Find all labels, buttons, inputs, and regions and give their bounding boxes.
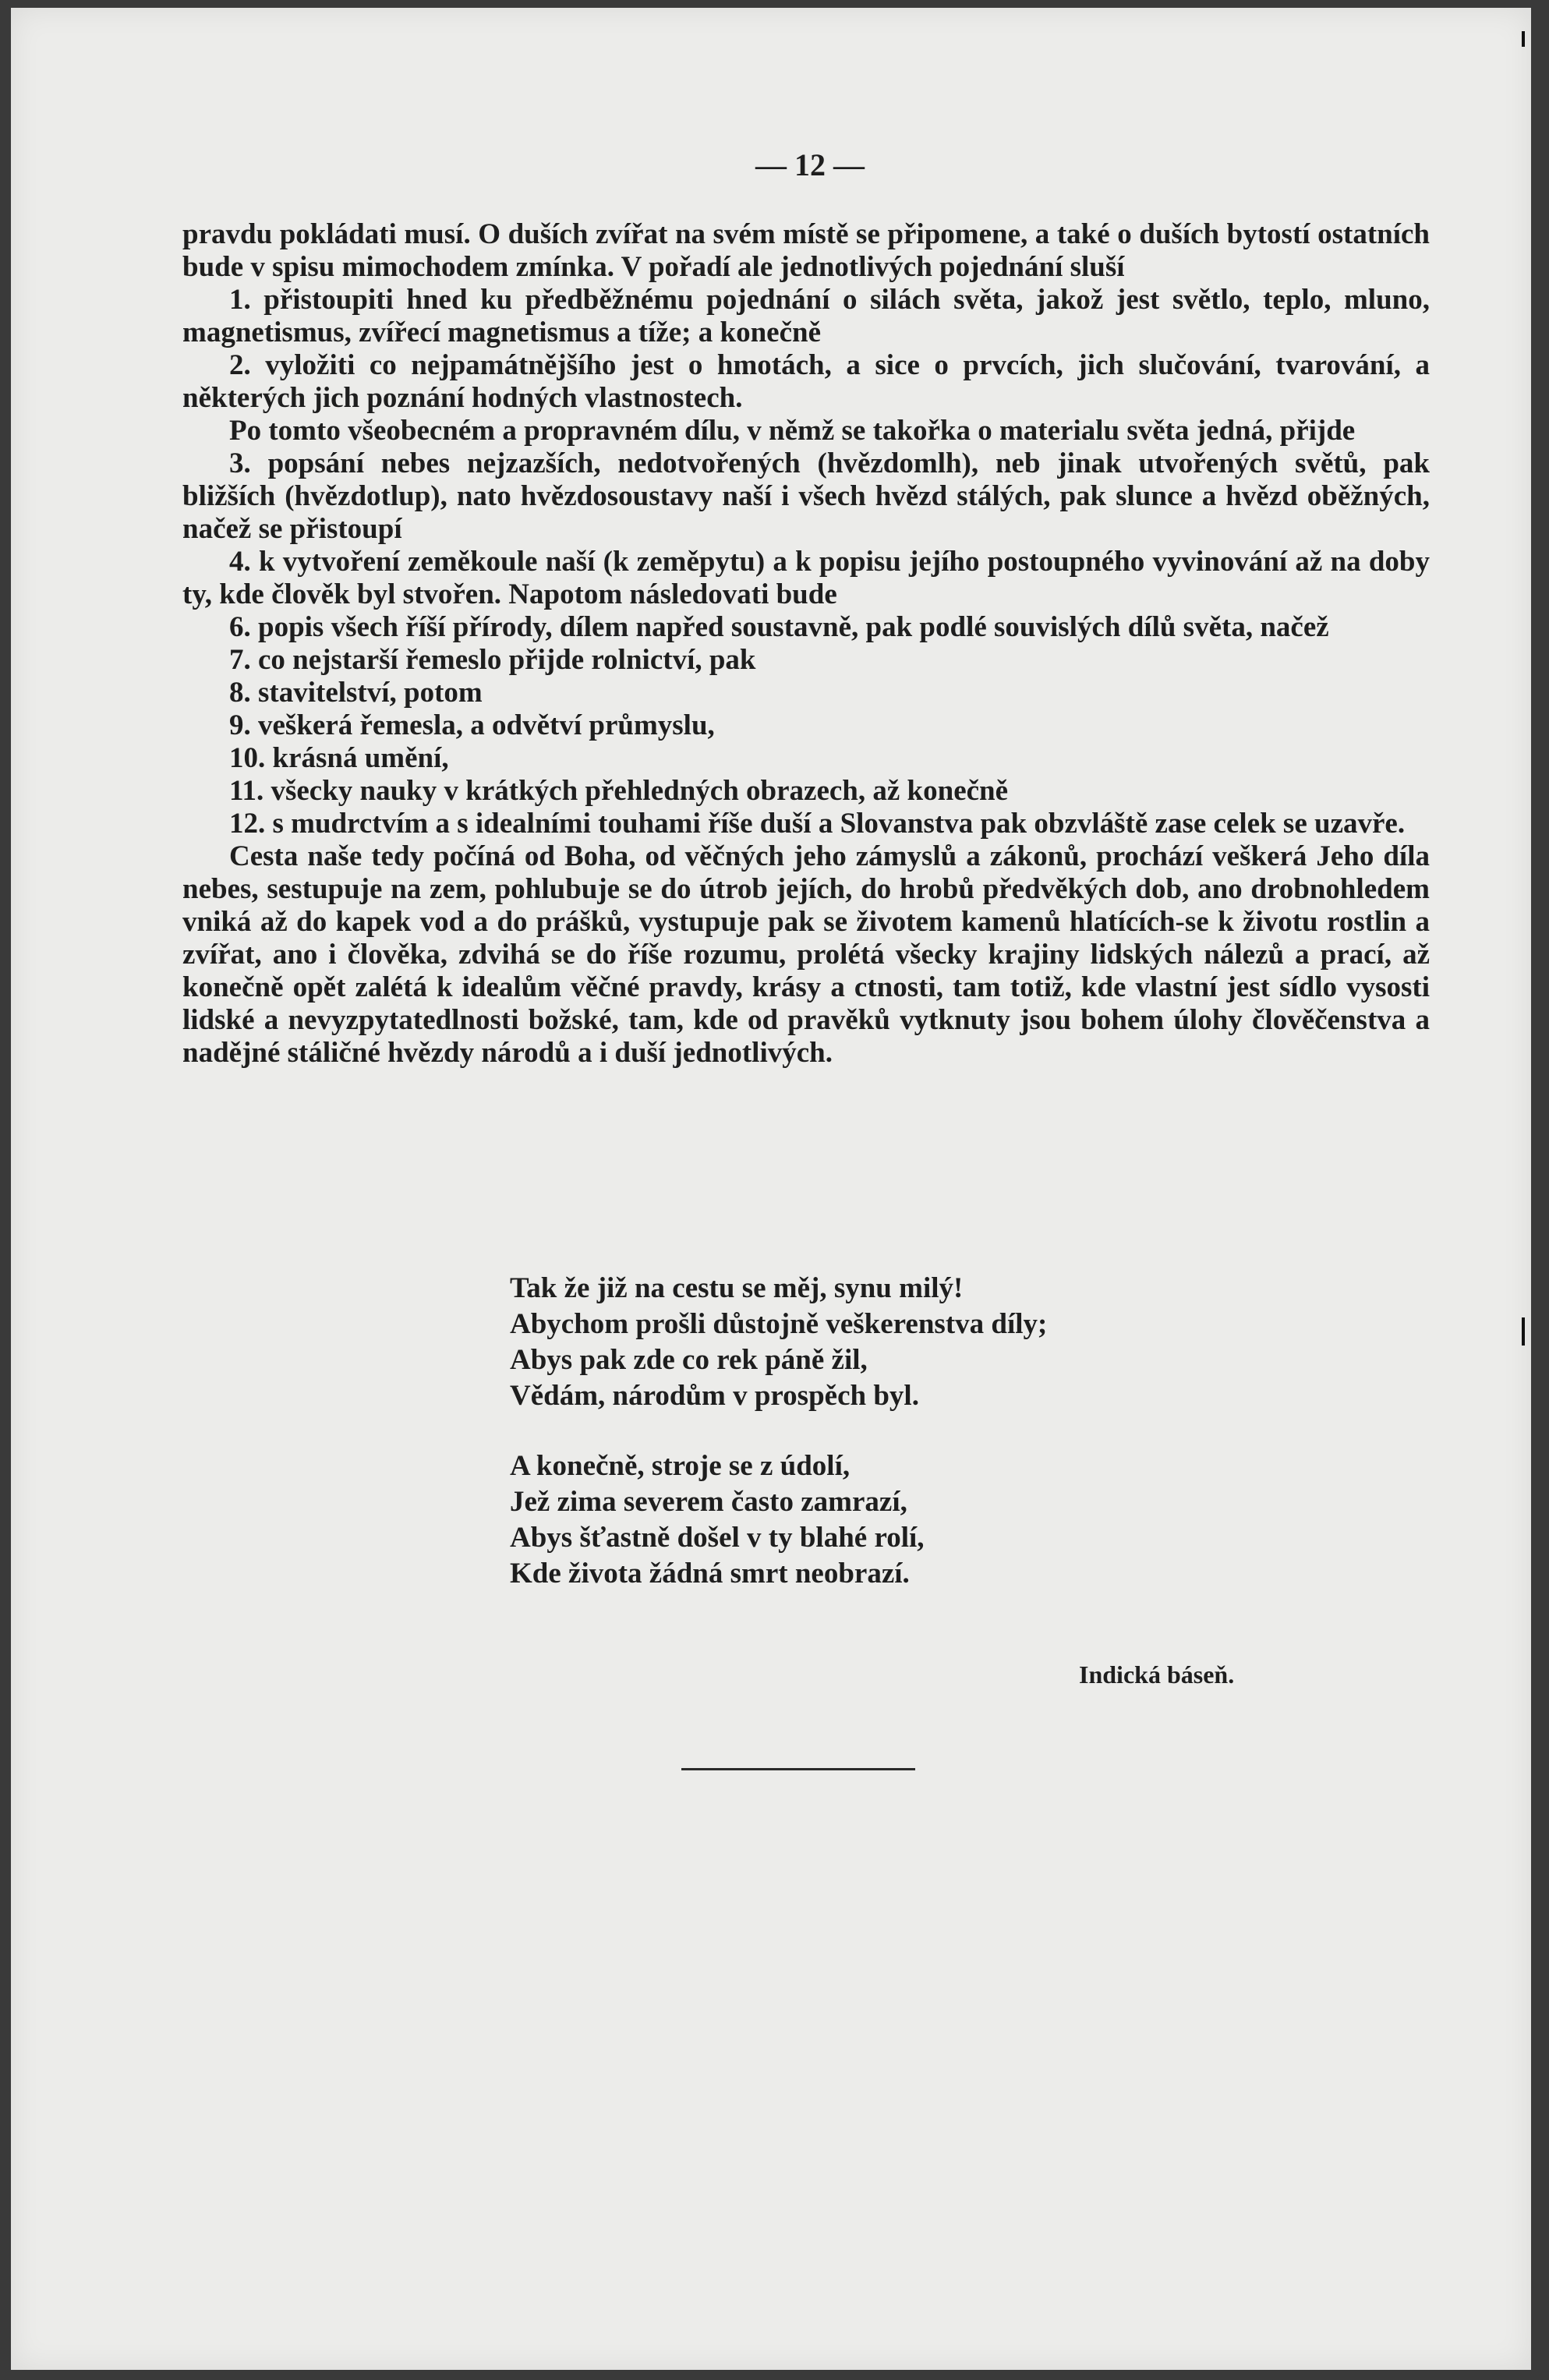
list-item: 12. s mudrctvím a s idealními touhami říše duší a Slovanstva pak obzvláště zase celek se uzavře.: [229, 808, 1406, 840]
closing-paragraph: Cesta naše tedy počíná od Boha, od věčných jeho zámyslů a zákonů, prochází veškerá Jeho díla nebes, sestupuje na zem, pohlubuje se do útrob jejích, do hrobů předvěkých dob, ano drobnohledem vniká až do kapek vod a do prášků, vystupuje pak se životem kamenů hlatících-se k životu rostlin a zvířat, ano i člověka, zdvihá se do říše rozumu, prolétá všecky krajiny lidských nálezů a prací, až konečně opět zalétá k idealům věčné pravdy, krásy a ctnosti, tam totiž, kde vlastní jest sídlo vysosti lidské a nevyzpytatedlnosti božské, tam, kde od pravěků vytknuty jsou bohem úlohy člověčenstva a nadějné stáličné hvězdy národů a i duší jednotlivých.: [182, 840, 1430, 1069]
prose-body: [182, 218, 1430, 1070]
poem-verse: Jež zima severem často zamrazí,: [510, 1486, 907, 1518]
poem-verse: Tak že již na cestu se měj, synu milý!: [510, 1272, 964, 1304]
poem-attribution: Indická báseň.: [1079, 1660, 1235, 1689]
poem-verse: Kde života žádná smrt neobrazí.: [510, 1558, 910, 1590]
poem-verse: A konečně, stroje se z údolí,: [510, 1450, 851, 1482]
opening-paragraph: pravdu pokládati musí. O duších zvířat na svém místě se připomene, a také o duších bytostí ostatních bude v spisu mimochodem zmínka. V pořadí ale jednotlivých pojednání sluší: [182, 218, 1430, 283]
list-item: 1. přistoupiti hned ku předběžnému pojednání o silách světa, jakož jest světlo, teplo, mluno, magnetismus, zvířecí magnetismus a tíže; a konečně: [182, 284, 1430, 348]
poem-stanza-2: [510, 1448, 1211, 1592]
list-item: 10. krásná umění,: [229, 742, 449, 774]
scan-edge-mark: [1522, 1317, 1525, 1346]
poem-stanza-1: [510, 1271, 1211, 1414]
list-item: Po tomto všeobecném a propravném dílu, v němž se takořka o materialu světa jedná, přijde: [229, 415, 1356, 447]
poem-verse: Abys pak zde co rek páně žil,: [510, 1344, 868, 1376]
list-item: 9. veškerá řemesla, a odvětví průmyslu,: [229, 709, 715, 741]
poem: [510, 1271, 1211, 1626]
section-divider: [681, 1768, 915, 1770]
document-page: [11, 8, 1531, 2370]
list-item: 4. k vytvoření zeměkoule naší (k zeměpytu) a k popisu jejího postoupného vyvinování až na doby ty, kde člověk byl stvořen. Napotom následovati bude: [182, 546, 1430, 610]
list-item: 7. co nejstarší řemeslo přijde rolnictví, pak: [229, 644, 756, 676]
list-item: 6. popis všech říší přírody, dílem napřed soustavně, pak podlé souvislých dílů světa, načež: [229, 611, 1329, 643]
list-item: 2. vyložiti co nejpamátnějšího jest o hmotách, a sice o prvcích, jich slučování, tvarování, a některých jich poznání hodných vlastnostech.: [182, 349, 1430, 414]
poem-verse: Abys šťastně došel v ty blahé rolí,: [510, 1522, 925, 1554]
page-number: — 12 —: [755, 147, 865, 182]
list-item: 3. popsání nebes nejzazších, nedotvořených (hvězdomlh), neb jinak utvořených světů, pak bližších (hvězdotlup), nato hvězdosoustavy naší i všech hvězd stálých, pak slunce a hvězd oběžných, načež se přistoupí: [182, 447, 1430, 545]
scan-edge-mark: [1522, 31, 1525, 47]
list-item: 8. stavitelství, potom: [229, 677, 483, 709]
list-item: 11. všecky nauky v krátkých přehledných obrazech, až konečně: [229, 775, 1009, 807]
poem-verse: Abychom prošli důstojně veškerenstva díly;: [510, 1308, 1048, 1340]
poem-verse: Vědám, národům v prospěch byl.: [510, 1380, 919, 1412]
